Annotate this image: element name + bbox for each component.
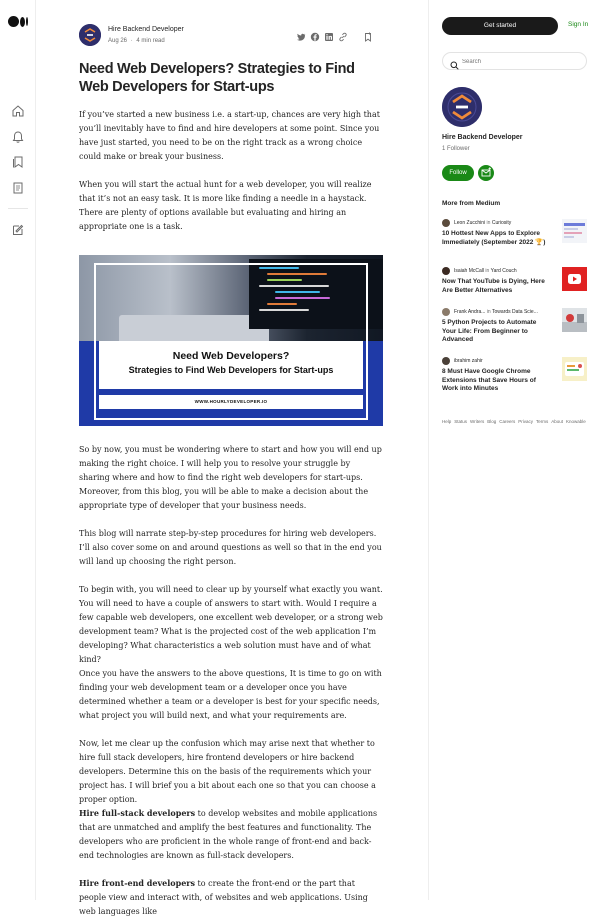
notifications-icon[interactable] <box>11 130 25 144</box>
rec-in-label: in <box>485 268 490 274</box>
linkedin-icon[interactable] <box>324 29 334 39</box>
more-from-heading: More from Medium <box>442 200 501 207</box>
footer-knowable[interactable]: Knowable <box>566 419 586 424</box>
subscribe-email-button[interactable] <box>478 165 494 181</box>
paragraph-5: To begin with, you will need to clear up by yourself what exactly you want. You will need to have a couple of answers to start with. Would I require a few capable web developers, one excellent web developer, or a strong web development team? What is the projected cost of the web application I’m developing? What characteristics a web solution must have and of what kind? <box>79 585 383 664</box>
fullstack-heading: Hire full-stack developers <box>79 808 196 818</box>
profile-avatar[interactable] <box>442 87 482 127</box>
meta-separator: · <box>130 38 133 44</box>
search-input[interactable] <box>462 56 572 67</box>
search-icon <box>450 57 459 66</box>
rec-author[interactable]: Frank Andra... <box>454 309 486 315</box>
recommendation-item[interactable] <box>442 308 592 348</box>
frontend-heading: Hire front-end developers <box>79 878 195 888</box>
rec-title[interactable]: Now That YouTube is Dying, Here Are Better Alternatives <box>442 278 545 294</box>
author-row <box>79 24 383 48</box>
hero-url: WWW.HOURLYDEVELOPER.IO <box>99 395 363 409</box>
bookmark-icon[interactable] <box>363 29 373 39</box>
article-title: Need Web Developers? Strategies to Find Web Developers for Start-ups <box>79 61 355 95</box>
footer-about[interactable]: About <box>551 419 564 424</box>
rec-author-avatar <box>442 267 450 275</box>
search-box[interactable] <box>442 52 587 70</box>
rec-in-label: in <box>486 220 491 226</box>
paragraph-6: Once you have the answers to the above questions, It is time to go on with finding your web development team or a developer once you have determined whether a team or a developer is best for your specific needs, what project you will build next, and what your requirements are. <box>79 669 382 720</box>
right-sidebar <box>428 0 600 900</box>
stories-icon[interactable] <box>11 181 25 195</box>
write-icon[interactable] <box>11 223 25 237</box>
get-started-button[interactable]: Get started <box>442 17 558 35</box>
paragraph-4: This blog will narrate step-by-step procedures for hiring web developers. I’ll also cover some on and around questions as well so that in the end you will land up choosing the right person. <box>79 529 382 566</box>
footer-writers[interactable]: Writers <box>470 419 485 424</box>
rec-thumbnail[interactable] <box>562 219 587 243</box>
rec-author[interactable]: Leon Zucchini <box>454 220 486 226</box>
recommendation-item[interactable] <box>442 219 592 259</box>
rec-author-avatar <box>442 308 450 316</box>
medium-logo-icon[interactable] <box>8 16 28 27</box>
follower-count[interactable]: 1 Follower <box>442 146 470 152</box>
rec-publication[interactable]: Towards Data Scie... <box>492 309 538 315</box>
rec-thumbnail[interactable] <box>562 267 587 291</box>
left-nav-rail <box>0 0 36 900</box>
facebook-icon[interactable] <box>310 29 320 39</box>
footer-links <box>442 418 586 426</box>
footer-status[interactable]: Status <box>454 419 468 424</box>
youtube-icon <box>562 267 587 291</box>
rec-publication[interactable]: Yard Couch <box>490 268 517 274</box>
paragraph-2: When you will start the actual hunt for a web developer, you will realize that it’s not an easy task. It is more like finding a needle in a haystack. There are plenty of options available but evaluating and hiring an appropriate one is a task. <box>79 180 372 231</box>
rec-author-avatar <box>442 219 450 227</box>
rec-author-avatar <box>442 357 450 365</box>
copy-link-icon[interactable] <box>338 29 348 39</box>
paragraph-3: So by now, you must be wondering where to start and how you will end up making the right choice. I will help you to resolve your struggle by sharing where and how to find the right web developers for start-ups. Moreover, from this blog, you will be able to make a decision about the appropriate type of developer that your business needs. <box>79 445 382 510</box>
frontend-text: to create the front-end or the part that people view and interact with, of websites and web applications. Using web languages like <box>79 879 368 916</box>
mail-plus-icon <box>478 165 494 181</box>
rec-author[interactable]: Isaiah McCall <box>454 268 485 274</box>
rec-publication[interactable]: Curiosity <box>491 220 512 226</box>
hero-image <box>79 255 383 426</box>
footer-careers[interactable]: Careers <box>499 419 516 424</box>
footer-blog[interactable]: Blog <box>487 419 497 424</box>
rec-in-label: in <box>486 309 491 315</box>
paragraph-fullstack <box>79 806 383 863</box>
author-name[interactable]: Hire Backend Developer <box>108 26 184 33</box>
home-icon[interactable] <box>11 104 25 118</box>
recommendation-item[interactable] <box>442 357 592 397</box>
read-time: 4 min read <box>136 38 165 44</box>
paragraph-7: Now, let me clear up the confusion which may arise next that whether to hire full stack developers, hire frontend developers or hire backend developers. Determine this on the basis of the requirements which your project has. I will brief you a bit about each one so that you can choose a proper option. <box>79 739 376 804</box>
publish-date: Aug 26 <box>108 38 128 44</box>
rec-author[interactable]: ibrahim zahir <box>454 358 483 364</box>
paragraph-frontend <box>79 876 383 919</box>
footer-privacy[interactable]: Privacy <box>518 419 533 424</box>
rec-thumbnail[interactable] <box>562 308 587 332</box>
follow-button[interactable]: Follow <box>442 165 474 181</box>
footer-terms[interactable]: Terms <box>536 419 549 424</box>
paragraph-1: If you’ve started a new business i.e. a start-up, chances are very high that you’ll inevitably have to find and hire developers at some point. Since you have just started, you need to be on the right track as a wrong choice could make or break your business. <box>79 110 380 161</box>
fullstack-text: to develop websites and mobile applications that are unmatched and amplify the best features and functionality. The developers who are proficient in the whole range of front-end and back-end technologies are known as full-stack developers. <box>79 809 378 860</box>
author-avatar[interactable] <box>79 24 101 46</box>
twitter-icon[interactable] <box>296 29 306 39</box>
hero-headline: Need Web Developers? <box>172 350 290 362</box>
rec-title[interactable]: 8 Must Have Google Chrome Extensions that Save Hours of Work into Minutes <box>442 368 536 392</box>
hero-caption-card <box>99 341 363 389</box>
rail-divider <box>8 208 28 209</box>
footer-help[interactable]: Help <box>442 419 452 424</box>
hero-subheadline: Strategies to Find Web Developers for Start-ups <box>128 365 334 375</box>
rec-thumbnail[interactable] <box>562 357 587 381</box>
article-meta <box>108 38 165 44</box>
rec-title[interactable]: 5 Python Projects to Automate Your Life: From Beginner to Advanced <box>442 319 537 343</box>
rec-title[interactable]: 10 Hottest New Apps to Explore Immediately (September 2022 🏆) <box>442 230 546 246</box>
sign-in-link[interactable]: Sign In <box>568 21 589 28</box>
lists-icon[interactable] <box>11 155 25 169</box>
profile-name[interactable]: Hire Backend Developer <box>442 134 523 141</box>
recommendation-item[interactable] <box>442 267 592 299</box>
